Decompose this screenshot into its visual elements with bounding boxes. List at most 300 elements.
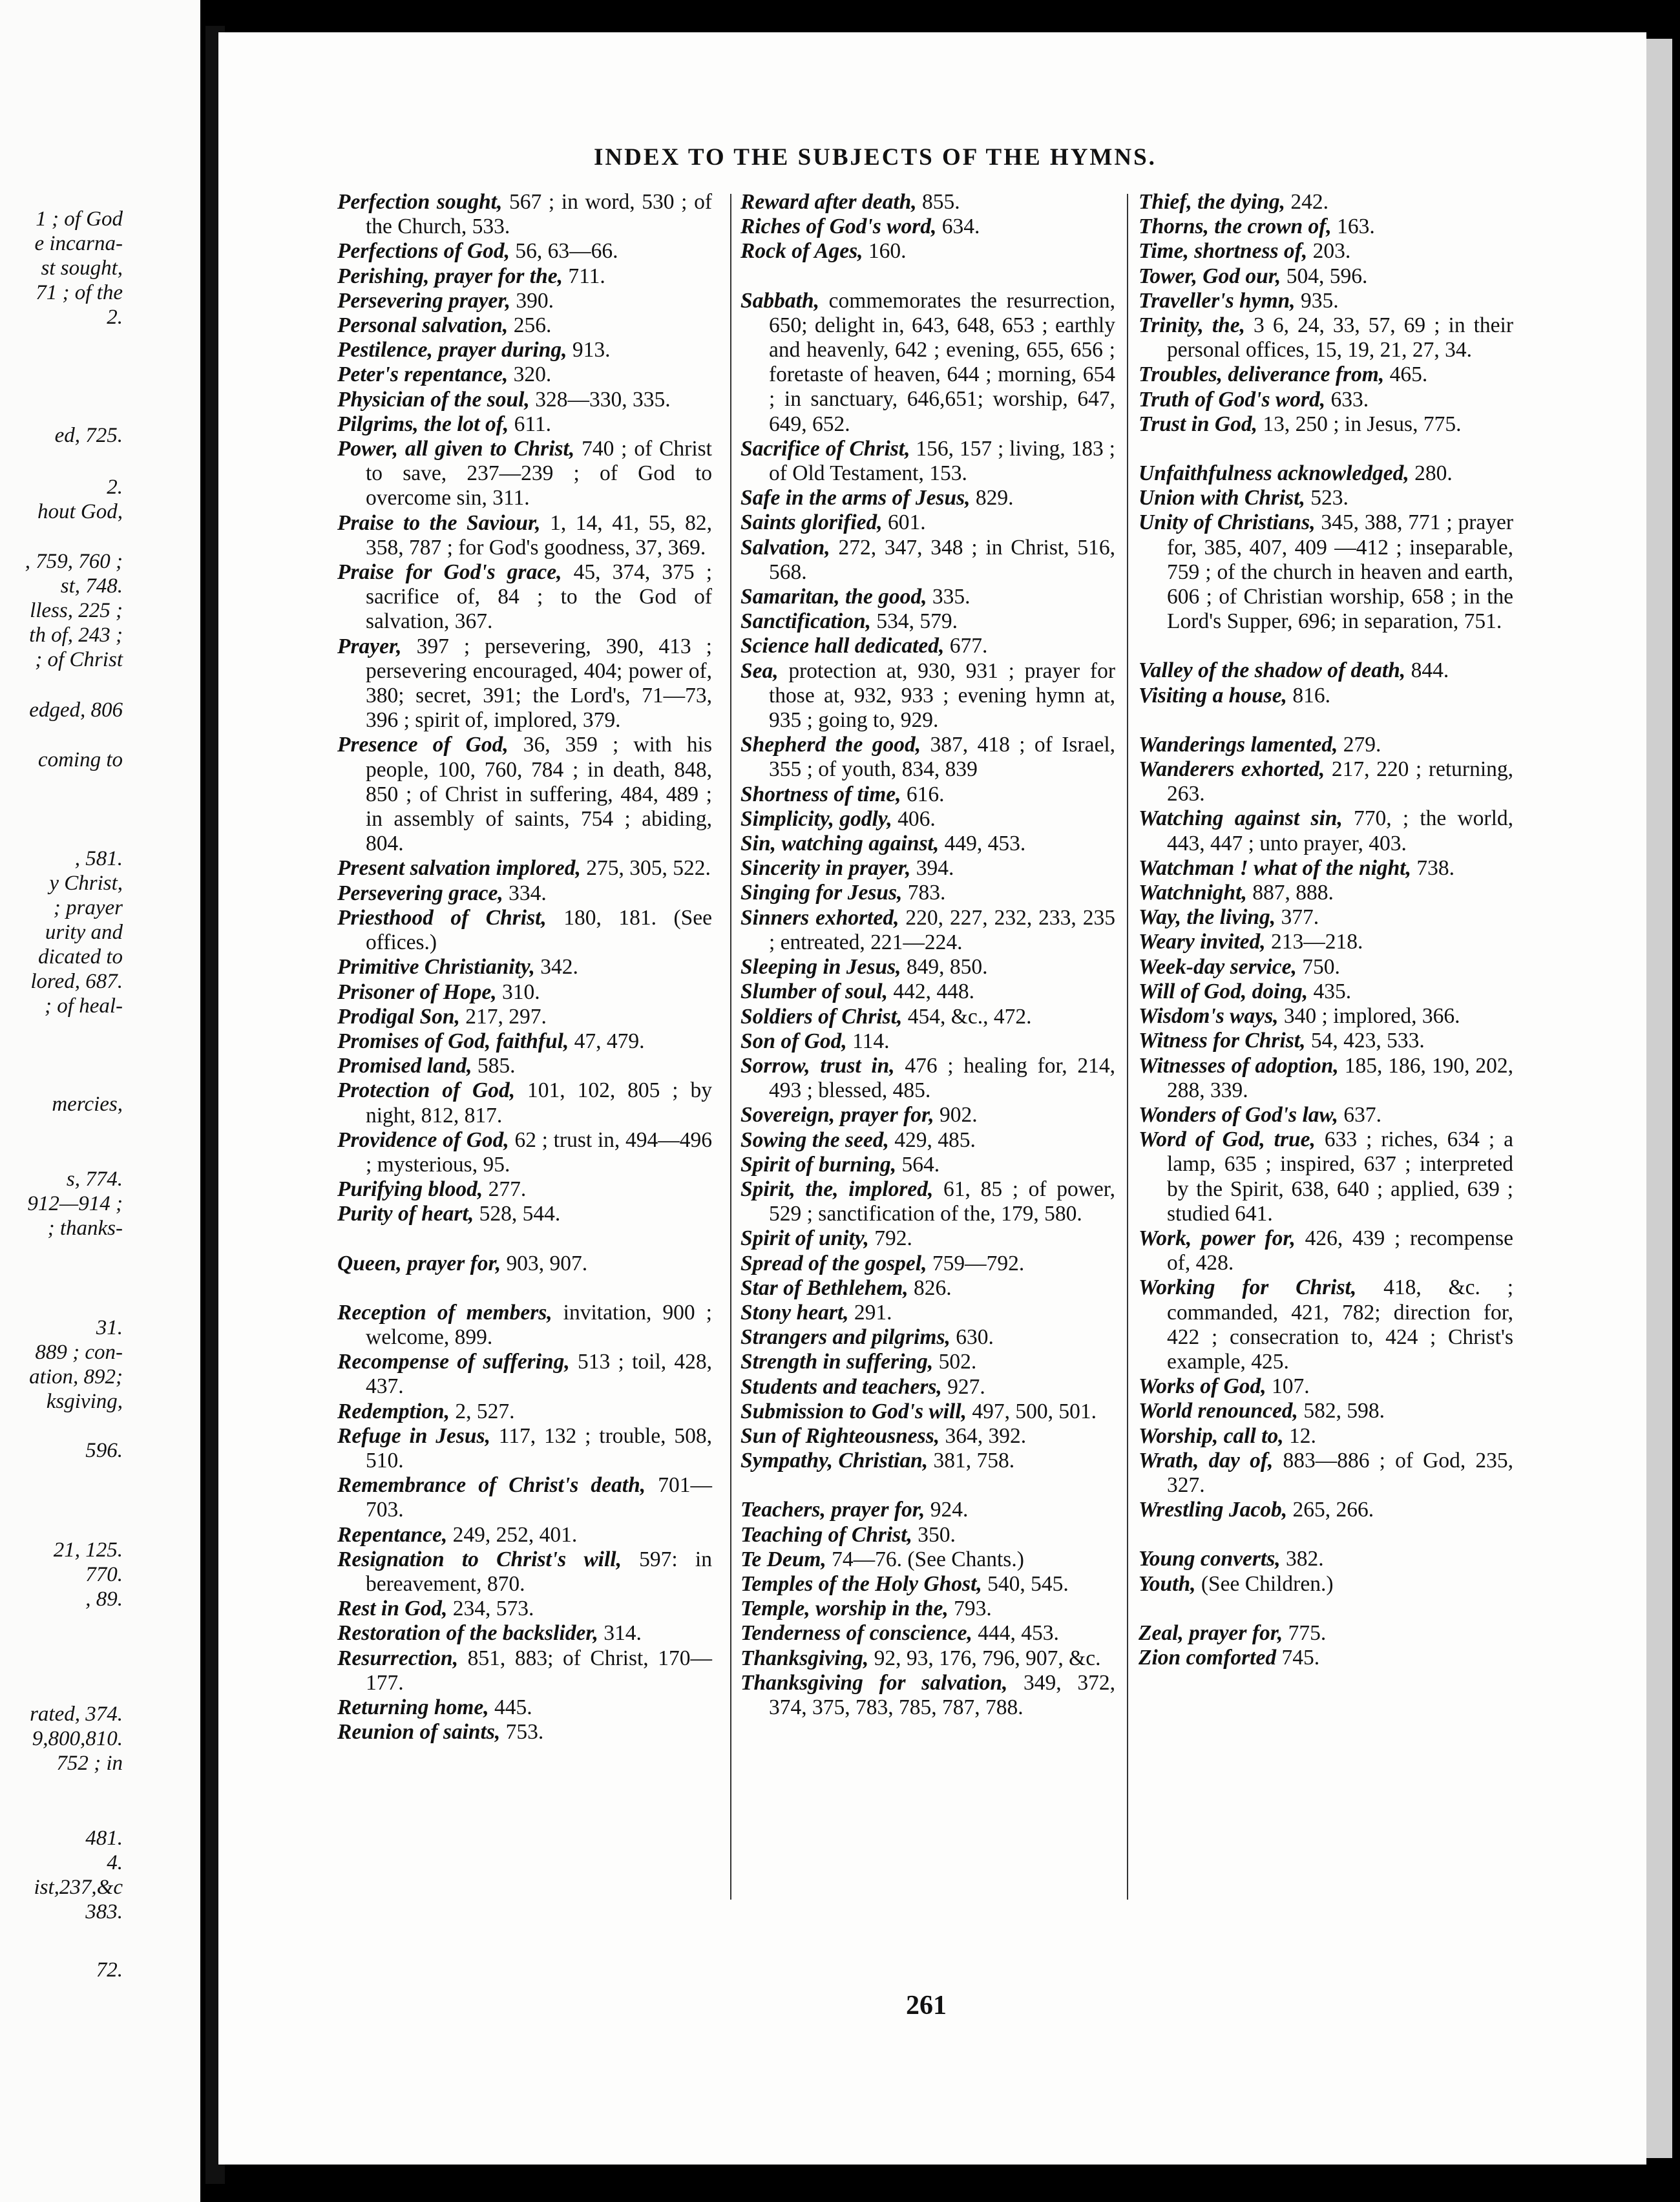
- index-entry: [337, 955, 712, 980]
- entry-references: 249, 252, 401.: [447, 1522, 578, 1547]
- entry-topic: Thorns, the crown of,: [1139, 215, 1332, 239]
- index-entry: [740, 634, 1115, 658]
- index-entry: [740, 289, 1115, 437]
- entry-references: 345, 388, 771 ; prayer for, 385, 407, 409 —412 ; inseparable, 759 ; of the church in heaven and earth, 606 ; of Christian worship, 658 ; in the Lord's Supper, 696; in separation, 751.: [1167, 510, 1513, 634]
- index-entry: [337, 1621, 712, 1646]
- entry-topic: Sincerity in prayer,: [740, 856, 911, 881]
- column-rule: [1127, 194, 1128, 1900]
- entry-references: 637.: [1338, 1102, 1381, 1127]
- facing-page-text: 752 ; in: [56, 1752, 123, 1775]
- entry-topic: Union with Christ,: [1139, 486, 1305, 510]
- entry-topic: Restoration of the backslider,: [337, 1621, 598, 1646]
- entry-topic: Zeal, prayer for,: [1139, 1620, 1283, 1645]
- entry-references: 902.: [934, 1103, 978, 1127]
- index-entry: [740, 807, 1115, 832]
- index-entry: [337, 733, 712, 856]
- entry-topic: Returning home,: [337, 1695, 489, 1719]
- entry-gap: [1139, 634, 1513, 658]
- index-entry: [740, 980, 1115, 1004]
- entry-references: 601.: [882, 510, 926, 535]
- entry-topic: Troubles, deliverance from,: [1139, 362, 1385, 387]
- entry-topic: Son of God,: [740, 1029, 847, 1053]
- entry-topic: Worship, call to,: [1139, 1423, 1284, 1448]
- index-entry: [740, 215, 1115, 239]
- entry-references: 74—76. (See Chants.): [826, 1547, 1024, 1571]
- index-entry: [1139, 362, 1513, 387]
- entry-topic: Watchnight,: [1139, 881, 1247, 905]
- entry-topic: Tower, God our,: [1139, 264, 1281, 288]
- entry-topic: Strength in suffering,: [740, 1350, 934, 1374]
- index-entry: [337, 511, 712, 560]
- entry-topic: Spirit, the, implored,: [740, 1177, 934, 1201]
- entry-references: 47, 479.: [569, 1029, 645, 1053]
- entry-references: 217, 220 ; returning, 263.: [1167, 757, 1513, 806]
- entry-references: 927.: [941, 1374, 985, 1399]
- index-entry: [1139, 1498, 1513, 1522]
- index-entry: [1139, 684, 1513, 708]
- index-entry: [740, 1547, 1115, 1572]
- entry-references: 265, 266.: [1287, 1498, 1374, 1522]
- entry-references: 61, 85 ; of power, 529 ; sanctification of the, 179, 580.: [769, 1177, 1115, 1226]
- entry-topic: Spread of the gospel,: [740, 1251, 927, 1275]
- entry-references: 101, 102, 805 ; by night, 812, 817.: [366, 1078, 713, 1127]
- entry-topic: Spirit of burning,: [740, 1152, 897, 1177]
- facing-page-text: hout God,: [37, 500, 123, 523]
- entry-references: 924.: [925, 1498, 969, 1522]
- entry-topic: Science hall dedicated,: [740, 634, 945, 658]
- index-entry: [1139, 1621, 1513, 1646]
- index-entry: [740, 733, 1115, 782]
- index-entry: [337, 1301, 712, 1350]
- index-entry: [740, 1597, 1115, 1621]
- entry-references: commemorates the resurrection, 650; delight in, 643, 648, 653 ; earthly and heavenly, 642 ; evening, 655, 656 ; foretaste of heaven, 644 ; morning, 654 ; in sanctuary, 646,651; worship, 647, 649, 652.: [769, 288, 1115, 436]
- entry-topic: Tenderness of conscience,: [740, 1621, 972, 1646]
- entry-topic: Sowing the seed,: [740, 1127, 889, 1152]
- entry-references: 406.: [892, 806, 936, 831]
- index-entry: [337, 264, 712, 289]
- entry-references: 775.: [1283, 1620, 1327, 1645]
- entry-references: 504, 596.: [1281, 264, 1368, 288]
- entry-references: 160.: [863, 239, 907, 264]
- index-column-2: [740, 190, 1115, 1720]
- entry-topic: Samaritan, the good,: [740, 585, 927, 609]
- entry-topic: Pilgrims, the lot of,: [337, 412, 509, 436]
- entry-topic: Teaching of Christ,: [740, 1522, 912, 1547]
- entry-references: 449, 453.: [939, 832, 1026, 856]
- entry-topic: Physician of the soul,: [337, 387, 530, 412]
- index-entry: [1139, 388, 1513, 412]
- entry-references: 291.: [848, 1300, 892, 1325]
- facing-page-text: st, 748.: [60, 574, 123, 598]
- index-column-1: [337, 190, 712, 1745]
- page-header: INDEX TO THE SUBJECTS OF THE HYMNS.: [594, 144, 1157, 171]
- entry-topic: Shepherd the good,: [740, 733, 921, 757]
- index-entry: [740, 1621, 1115, 1646]
- entry-topic: Unfaithfulness acknowledged,: [1139, 461, 1409, 486]
- entry-references: 349, 372, 374, 375, 783, 785, 787, 788.: [769, 1670, 1115, 1719]
- entry-gap: [740, 264, 1115, 289]
- index-entry: [337, 1078, 712, 1127]
- entry-topic: Soldiers of Christ,: [740, 1004, 903, 1029]
- index-entry: [1139, 806, 1513, 855]
- entry-topic: Promised land,: [337, 1054, 472, 1078]
- index-entry: [740, 955, 1115, 980]
- entry-topic: Shortness of time,: [740, 782, 901, 806]
- index-entry: [1139, 190, 1513, 215]
- entry-topic: Star of Bethlehem,: [740, 1275, 908, 1300]
- entry-references: 277.: [483, 1177, 527, 1202]
- entry-references: 445.: [488, 1695, 532, 1719]
- entry-topic: Spirit of unity,: [740, 1226, 869, 1251]
- entry-topic: Trinity, the,: [1139, 313, 1246, 338]
- entry-references: 849, 850.: [901, 955, 988, 980]
- facing-page-text: ; of Christ: [35, 648, 123, 671]
- index-entry: [740, 1054, 1115, 1103]
- entry-topic: Wisdom's ways,: [1139, 1004, 1279, 1029]
- facing-page-text: 481.: [85, 1827, 123, 1850]
- entry-topic: Saints glorified,: [740, 510, 883, 535]
- index-entry: [337, 1720, 712, 1745]
- index-entry: [740, 1523, 1115, 1547]
- entry-topic: Remembrance of Christ's death,: [337, 1473, 646, 1498]
- index-entry: [337, 1424, 712, 1473]
- entry-topic: Traveller's hymn,: [1139, 288, 1296, 313]
- entry-references: 534, 579.: [870, 609, 958, 634]
- entry-topic: Refuge in Jesus,: [337, 1423, 490, 1448]
- index-entry: [1139, 215, 1513, 239]
- facing-page-text: 71 ; of the: [36, 281, 123, 304]
- facing-page-text: 770.: [85, 1563, 123, 1586]
- index-entry: [1139, 1103, 1513, 1127]
- facing-page-text: ation, 892;: [29, 1365, 123, 1389]
- index-entry: [337, 1054, 712, 1078]
- page-edge: [1646, 39, 1672, 2158]
- entry-references: 279.: [1338, 732, 1381, 757]
- index-entry: [1139, 1029, 1513, 1053]
- entry-topic: Wanderers exhorted,: [1139, 757, 1325, 782]
- index-entry: [337, 1029, 712, 1054]
- entry-references: 630.: [950, 1325, 994, 1350]
- entry-references: 328—330, 335.: [529, 387, 671, 412]
- index-entry: [337, 560, 712, 634]
- entry-topic: Wanderings lamented,: [1139, 732, 1338, 757]
- index-entry: [337, 313, 712, 338]
- entry-references: 335.: [927, 585, 971, 609]
- index-entry: [740, 782, 1115, 807]
- entry-topic: Praise for God's grace,: [337, 560, 562, 585]
- entry-references: 502.: [933, 1350, 977, 1374]
- entry-references: 497, 500, 501.: [967, 1399, 1097, 1423]
- entry-topic: Sovereign, prayer for,: [740, 1103, 934, 1127]
- entry-references: 217, 297.: [459, 1004, 547, 1029]
- entry-references: 256.: [508, 313, 552, 338]
- entry-topic: Slumber of soul,: [740, 980, 888, 1004]
- entry-topic: Witnesses of adoption,: [1139, 1053, 1339, 1078]
- entry-topic: World renounced,: [1139, 1399, 1298, 1423]
- index-entry: [740, 1375, 1115, 1400]
- entry-references: 13, 250 ; in Jesus, 775.: [1257, 412, 1462, 436]
- index-entry: [1139, 1004, 1513, 1029]
- index-entry: [337, 1005, 712, 1029]
- entry-references: 855.: [916, 190, 960, 214]
- index-entry: [1139, 1127, 1513, 1226]
- entry-references: 540, 545.: [982, 1571, 1069, 1596]
- entry-topic: Teachers, prayer for,: [740, 1498, 925, 1522]
- entry-topic: Riches of God's word,: [740, 215, 937, 239]
- entry-topic: Singing for Jesus,: [740, 881, 903, 905]
- entry-references: 738.: [1411, 855, 1454, 880]
- entry-topic: Sabbath,: [740, 288, 819, 313]
- index-entry: [337, 906, 712, 955]
- entry-references: 783.: [902, 881, 946, 905]
- entry-references: 759—792.: [927, 1251, 1025, 1275]
- facing-page-text: th of, 243 ;: [29, 624, 123, 647]
- facing-page-text: ksgiving,: [46, 1390, 123, 1413]
- entry-topic: Work, power for,: [1139, 1226, 1296, 1250]
- entry-topic: Temples of the Holy Ghost,: [740, 1571, 982, 1596]
- entry-references: 213—218.: [1265, 930, 1363, 954]
- index-entry: [337, 1400, 712, 1424]
- index-entry: [337, 338, 712, 362]
- index-entry: [740, 1005, 1115, 1029]
- index-entry: [1139, 412, 1513, 437]
- entry-topic: Resignation to Christ's will,: [337, 1547, 622, 1571]
- entry-references: 381, 758.: [928, 1449, 1015, 1473]
- index-entry: [337, 190, 712, 239]
- entry-topic: Protection of God,: [337, 1078, 516, 1103]
- entry-references: 770, ; the world, 443, 447 ; unto prayer, 403.: [1167, 806, 1513, 855]
- entry-topic: Prayer,: [337, 634, 402, 658]
- entry-references: 454, &c., 472.: [902, 1004, 1032, 1029]
- entry-references: 242.: [1285, 190, 1329, 214]
- entry-references: 62 ; trust in, 494—496 ; mysterious, 95.: [366, 1127, 712, 1177]
- index-entry: [1139, 1054, 1513, 1103]
- entry-references: 935.: [1295, 288, 1339, 313]
- index-entry: [740, 906, 1115, 955]
- entry-topic: Will of God, doing,: [1139, 979, 1308, 1003]
- entry-references: 342.: [534, 955, 578, 980]
- index-entry: [337, 362, 712, 387]
- entry-references: 220, 227, 232, 233, 235 ; entreated, 221—224.: [769, 905, 1116, 954]
- facing-page-fragment: [0, 0, 200, 2202]
- facing-page-text: 596.: [85, 1439, 123, 1462]
- index-entry: [337, 412, 712, 437]
- entry-topic: Promises of God, faithful,: [337, 1029, 569, 1053]
- entry-references: 903, 907.: [501, 1251, 588, 1275]
- entry-topic: Prodigal Son,: [337, 1004, 460, 1029]
- facing-page-text: ist,237,&c: [34, 1876, 123, 1899]
- index-entry: [337, 980, 712, 1005]
- facing-page-text: , 581.: [74, 847, 123, 870]
- entry-topic: Rock of Ages,: [740, 239, 863, 264]
- index-entry: [1139, 1646, 1513, 1670]
- entry-references: 426, 439 ; recompense of, 428.: [1167, 1226, 1513, 1275]
- entry-topic: Youth,: [1139, 1571, 1196, 1596]
- entry-topic: Trust in God,: [1139, 412, 1257, 436]
- index-entry: [740, 1424, 1115, 1449]
- entry-references: 634.: [936, 215, 980, 239]
- entry-references: 792.: [868, 1226, 912, 1251]
- index-entry: [1139, 881, 1513, 905]
- entry-topic: Sorrow, trust in,: [740, 1053, 895, 1078]
- entry-references: 364, 392.: [940, 1423, 1027, 1448]
- index-entry: [740, 239, 1115, 264]
- index-entry: [740, 1350, 1115, 1374]
- entry-gap: [740, 1473, 1115, 1498]
- entry-references: 310.: [496, 980, 540, 1004]
- entry-topic: Praise to the Saviour,: [337, 510, 541, 535]
- index-entry: [337, 1128, 712, 1177]
- entry-references: 793.: [948, 1597, 992, 1621]
- index-column-3: [1139, 190, 1513, 1670]
- index-entry: [740, 486, 1115, 510]
- index-entry: [337, 1350, 712, 1399]
- entry-references: 377.: [1276, 905, 1319, 930]
- facing-page-text: ; of heal-: [45, 994, 123, 1018]
- index-entry: [740, 1301, 1115, 1325]
- index-entry: [337, 289, 712, 313]
- entry-references: 314.: [598, 1621, 642, 1646]
- entry-topic: Submission to God's will,: [740, 1399, 967, 1423]
- index-entry: [740, 1400, 1115, 1424]
- entry-topic: Perfections of God,: [337, 239, 510, 264]
- entry-topic: Persevering prayer,: [337, 288, 510, 313]
- entry-references: 851, 883; of Christ, 170—177.: [366, 1646, 712, 1695]
- entry-references: 435.: [1308, 979, 1352, 1003]
- facing-page-text: 72.: [96, 1958, 123, 1982]
- entry-topic: Perfection sought,: [337, 190, 503, 214]
- index-entry: [1139, 658, 1513, 683]
- facing-page-text: lless, 225 ;: [30, 599, 123, 622]
- index-entry: [1139, 1449, 1513, 1498]
- entry-references: 611.: [509, 412, 551, 436]
- entry-gap: [1139, 437, 1513, 461]
- entry-references: protection at, 930, 931 ; prayer for those at, 932, 933 ; evening hymn at, 935 ; going to, 929.: [769, 658, 1115, 733]
- index-entry: [1139, 930, 1513, 954]
- index-entry: [740, 1671, 1115, 1720]
- index-entry: [740, 190, 1115, 215]
- entry-references: 887, 888.: [1246, 881, 1334, 905]
- entry-topic: Unity of Christians,: [1139, 510, 1316, 535]
- entry-topic: Recompense of suffering,: [337, 1350, 570, 1374]
- entry-references: 3 6, 24, 33, 57, 69 ; in their personal offices, 15, 19, 21, 27, 34.: [1167, 313, 1513, 362]
- index-entry: [1139, 856, 1513, 881]
- entry-topic: Thief, the dying,: [1139, 190, 1286, 214]
- entry-references: 582, 598.: [1297, 1399, 1385, 1423]
- entry-references: 444, 453.: [972, 1621, 1059, 1646]
- facing-page-text: e incarna-: [34, 232, 123, 255]
- index-entry: [740, 856, 1115, 881]
- entry-topic: Sea,: [740, 658, 779, 683]
- index-entry: [740, 536, 1115, 585]
- entry-topic: Truth of God's word,: [1139, 387, 1326, 412]
- entry-references: 107.: [1266, 1374, 1310, 1399]
- entry-references: 1, 14, 41, 55, 82, 358, 787 ; for God's goodness, 37, 369.: [366, 510, 712, 560]
- index-entry: [337, 881, 712, 906]
- entry-references: 633 ; riches, 634 ; a lamp, 635 ; inspired, 637 ; interpreted by the Spirit, 638, 640 ; applied, 639 ; studied 641.: [1167, 1127, 1513, 1226]
- entry-topic: Resurrection,: [337, 1646, 459, 1670]
- entry-references: 394.: [910, 856, 954, 881]
- index-entry: [740, 659, 1115, 733]
- entry-references: 2, 527.: [450, 1399, 515, 1423]
- facing-page-text: 21, 125.: [53, 1538, 123, 1562]
- index-entry: [1139, 313, 1513, 362]
- facing-page-text: ; prayer: [53, 896, 123, 919]
- entry-topic: Strangers and pilgrims,: [740, 1325, 950, 1350]
- index-entry: [337, 1523, 712, 1547]
- facing-page-text: 912—914 ;: [27, 1192, 123, 1215]
- index-entry: [337, 1547, 712, 1597]
- entry-topic: Simplicity, godly,: [740, 806, 892, 831]
- entry-references: 844.: [1405, 658, 1449, 683]
- facing-page-text: y Christ,: [49, 872, 123, 895]
- facing-page-text: 31.: [96, 1316, 123, 1339]
- facing-page-text: , 89.: [85, 1588, 123, 1611]
- facing-page-text: mercies,: [52, 1093, 123, 1116]
- entry-references: 711.: [562, 264, 605, 288]
- entry-references: 753.: [500, 1720, 544, 1745]
- entry-topic: Weary invited,: [1139, 930, 1266, 954]
- index-entry: [740, 510, 1115, 535]
- facing-page-text: 889 ; con-: [35, 1341, 123, 1364]
- entry-references: 275, 305, 522.: [580, 856, 711, 881]
- entry-topic: Safe in the arms of Jesus,: [740, 486, 971, 510]
- entry-topic: Persevering grace,: [337, 881, 503, 905]
- entry-gap: [337, 1227, 712, 1252]
- entry-references: 816.: [1286, 683, 1330, 708]
- index-entry: [1139, 1374, 1513, 1399]
- index-entry: [740, 585, 1115, 609]
- entry-topic: Sacrifice of Christ,: [740, 436, 910, 461]
- entry-topic: Purity of heart,: [337, 1202, 474, 1226]
- column-rule: [730, 194, 731, 1900]
- entry-topic: Wrestling Jacob,: [1139, 1498, 1288, 1522]
- index-entry: [1139, 1226, 1513, 1275]
- index-entry: [1139, 510, 1513, 634]
- entry-references: 585.: [472, 1054, 516, 1078]
- entry-topic: Visiting a house,: [1139, 683, 1287, 708]
- entry-references: 56, 63—66.: [510, 239, 618, 264]
- entry-gap: [1139, 1522, 1513, 1547]
- entry-topic: Zion comforted: [1139, 1645, 1277, 1670]
- facing-page-text: 1 ; of God: [36, 207, 123, 231]
- entry-topic: Sin, watching against,: [740, 832, 940, 856]
- entry-topic: Valley of the shadow of death,: [1139, 658, 1406, 683]
- entry-topic: Personal salvation,: [337, 313, 509, 338]
- index-entry: [1139, 1275, 1513, 1374]
- entry-gap: [1139, 1597, 1513, 1621]
- index-entry: [740, 1252, 1115, 1276]
- entry-topic: Word of God, true,: [1139, 1127, 1316, 1152]
- entry-references: 114.: [846, 1029, 890, 1053]
- index-entry: [740, 1325, 1115, 1350]
- entry-references: 36, 359 ; with his people, 100, 760, 784 ; in death, 848, 850 ; of Christ in suffering, 484, 489 ; in assembly of saints, 754 ; abiding, 804.: [366, 733, 712, 856]
- index-entry: [1139, 486, 1513, 510]
- entry-topic: Stony heart,: [740, 1300, 849, 1325]
- index-entry: [337, 437, 712, 511]
- entry-topic: Present salvation implored,: [337, 856, 581, 881]
- index-entry: [740, 1103, 1115, 1127]
- facing-page-text: urity and: [45, 921, 123, 944]
- entry-references: 564.: [896, 1152, 940, 1177]
- index-entry: [1139, 461, 1513, 486]
- index-entry: [1139, 905, 1513, 930]
- entry-gap: [1139, 708, 1513, 733]
- entry-references: 234, 573.: [447, 1597, 534, 1621]
- entry-topic: Sympathy, Christian,: [740, 1449, 929, 1473]
- entry-references: 180, 181. (See offices.): [366, 905, 712, 955]
- entry-references: 397 ; persevering, 390, 413 ; persevering encouraged, 404; power of, 380; secret, 391; the Lord's, 71—73, 396 ; spirit of, implored, 379.: [366, 634, 712, 733]
